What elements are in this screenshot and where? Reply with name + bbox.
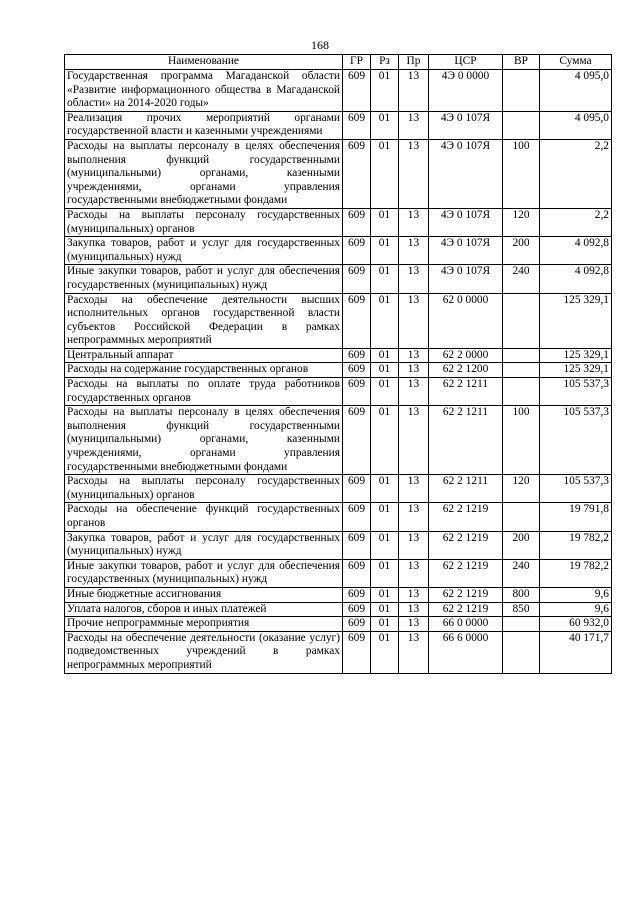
cell-sum: 105 537,3 [540, 406, 612, 475]
cell-vr: 800 [503, 587, 540, 602]
cell-name: Уплата налогов, сборов и иных платежей [65, 602, 343, 617]
cell-name: Реализация прочих мероприятий органами государственной власти и казенными учреждениями [65, 111, 343, 139]
cell-gr: 609 [343, 208, 371, 236]
table-row [65, 602, 612, 617]
cell-pr: 13 [399, 631, 429, 673]
cell-pr: 13 [399, 293, 429, 348]
cell-pr: 13 [399, 602, 429, 617]
cell-name: Расходы на обеспечение деятельности (оказание услуг) подведомственных учреждений в рамках непрограммных мероприятий [65, 631, 343, 673]
table-row [65, 617, 612, 632]
cell-rz: 01 [371, 602, 399, 617]
cell-sum: 125 329,1 [540, 363, 612, 378]
cell-gr: 609 [343, 378, 371, 406]
header-pr: Пр [399, 55, 429, 70]
cell-sum: 4 092,8 [540, 265, 612, 293]
cell-pr: 13 [399, 363, 429, 378]
cell-csr: 62 2 1211 [429, 378, 503, 406]
cell-name: Государственная программа Магаданской области «Развитие информационного общества в Магаданской области» на 2014-2020 годы» [65, 70, 343, 112]
header-rz: Рз [371, 55, 399, 70]
cell-vr: 120 [503, 475, 540, 503]
cell-pr: 13 [399, 406, 429, 475]
cell-rz: 01 [371, 406, 399, 475]
cell-rz: 01 [371, 111, 399, 139]
cell-gr: 609 [343, 631, 371, 673]
cell-gr: 609 [343, 265, 371, 293]
cell-name: Иные бюджетные ассигнования [65, 587, 343, 602]
cell-gr: 609 [343, 363, 371, 378]
cell-csr: 62 2 1211 [429, 475, 503, 503]
cell-csr: 4Э 0 107Я [429, 208, 503, 236]
cell-pr: 13 [399, 531, 429, 559]
cell-name: Прочие непрограммные мероприятия [65, 617, 343, 632]
budget-table [64, 54, 612, 674]
table-body [65, 70, 612, 674]
cell-rz: 01 [371, 237, 399, 265]
cell-name: Иные закупки товаров, работ и услуг для обеспечения государственных (муниципальных) нужд [65, 559, 343, 587]
cell-rz: 01 [371, 631, 399, 673]
header-sum: Сумма [540, 55, 612, 70]
cell-vr [503, 348, 540, 363]
page-number: 168 [311, 38, 329, 52]
cell-gr: 609 [343, 587, 371, 602]
cell-name: Расходы на содержание государственных органов [65, 363, 343, 378]
cell-rz: 01 [371, 475, 399, 503]
cell-vr: 240 [503, 265, 540, 293]
cell-csr: 4Э 0 107Я [429, 111, 503, 139]
header-vr: ВР [503, 55, 540, 70]
cell-csr: 4Э 0 107Я [429, 265, 503, 293]
cell-csr: 66 6 0000 [429, 631, 503, 673]
cell-name: Расходы на обеспечение деятельности высших исполнительных органов государственной власти субъектов Российской Федерации в рамках непрограммных мероприятий [65, 293, 343, 348]
cell-vr [503, 363, 540, 378]
cell-vr [503, 293, 540, 348]
cell-pr: 13 [399, 237, 429, 265]
cell-gr: 609 [343, 559, 371, 587]
cell-name: Расходы на выплаты персоналу в целях обеспечения выполнения функций государственными (муниципальными) органами, казенными учреждениями, органами управления государственными внебюджетными фондами [65, 406, 343, 475]
cell-gr: 609 [343, 111, 371, 139]
cell-name: Закупка товаров, работ и услуг для государственных (муниципальных) нужд [65, 531, 343, 559]
table-row [65, 348, 612, 363]
cell-vr: 100 [503, 139, 540, 208]
cell-vr: 240 [503, 559, 540, 587]
cell-sum: 19 782,2 [540, 559, 612, 587]
cell-name: Расходы на выплаты персоналу государственных (муниципальных) органов [65, 208, 343, 236]
cell-sum: 19 791,8 [540, 503, 612, 531]
cell-rz: 01 [371, 503, 399, 531]
cell-gr: 609 [343, 70, 371, 112]
table-row [65, 208, 612, 236]
table-row [65, 475, 612, 503]
cell-sum: 60 932,0 [540, 617, 612, 632]
cell-rz: 01 [371, 293, 399, 348]
cell-name: Расходы на выплаты по оплате труда работников государственных органов [65, 378, 343, 406]
cell-vr [503, 70, 540, 112]
cell-csr: 62 2 1219 [429, 587, 503, 602]
cell-rz: 01 [371, 363, 399, 378]
cell-rz: 01 [371, 70, 399, 112]
cell-vr: 200 [503, 237, 540, 265]
table-row [65, 363, 612, 378]
cell-vr [503, 111, 540, 139]
cell-gr: 609 [343, 602, 371, 617]
cell-name: Центральный аппарат [65, 348, 343, 363]
cell-rz: 01 [371, 531, 399, 559]
cell-rz: 01 [371, 139, 399, 208]
cell-pr: 13 [399, 208, 429, 236]
cell-vr: 100 [503, 406, 540, 475]
cell-gr: 609 [343, 237, 371, 265]
cell-sum: 105 537,3 [540, 378, 612, 406]
cell-vr: 850 [503, 602, 540, 617]
cell-pr: 13 [399, 617, 429, 632]
cell-name: Закупка товаров, работ и услуг для государственных (муниципальных) нужд [65, 237, 343, 265]
table-row [65, 111, 612, 139]
table-row [65, 139, 612, 208]
cell-rz: 01 [371, 265, 399, 293]
table-row [65, 70, 612, 112]
cell-pr: 13 [399, 378, 429, 406]
cell-csr: 4Э 0 107Я [429, 237, 503, 265]
table-row [65, 265, 612, 293]
cell-sum: 19 782,2 [540, 531, 612, 559]
cell-rz: 01 [371, 348, 399, 363]
cell-csr: 62 2 1219 [429, 602, 503, 617]
cell-csr: 62 2 1219 [429, 559, 503, 587]
cell-sum: 4 095,0 [540, 70, 612, 112]
cell-csr: 62 2 1219 [429, 503, 503, 531]
cell-gr: 609 [343, 531, 371, 559]
cell-gr: 609 [343, 406, 371, 475]
cell-pr: 13 [399, 475, 429, 503]
table-row [65, 406, 612, 475]
cell-name: Расходы на обеспечение функций государственных органов [65, 503, 343, 531]
cell-sum: 105 537,3 [540, 475, 612, 503]
header-gr: ГР [343, 55, 371, 70]
table-row [65, 531, 612, 559]
cell-name: Иные закупки товаров, работ и услуг для обеспечения государственных (муниципальных) нужд [65, 265, 343, 293]
table-row [65, 503, 612, 531]
cell-csr: 4Э 0 0000 [429, 70, 503, 112]
cell-rz: 01 [371, 208, 399, 236]
cell-csr: 62 0 0000 [429, 293, 503, 348]
cell-gr: 609 [343, 475, 371, 503]
cell-sum: 2,2 [540, 139, 612, 208]
table-row [65, 559, 612, 587]
cell-csr: 4Э 0 107Я [429, 139, 503, 208]
cell-rz: 01 [371, 587, 399, 602]
cell-pr: 13 [399, 587, 429, 602]
table-row [65, 237, 612, 265]
cell-vr [503, 503, 540, 531]
cell-rz: 01 [371, 617, 399, 632]
cell-sum: 9,6 [540, 602, 612, 617]
cell-vr [503, 631, 540, 673]
cell-vr: 200 [503, 531, 540, 559]
cell-pr: 13 [399, 70, 429, 112]
cell-pr: 13 [399, 139, 429, 208]
cell-vr [503, 617, 540, 632]
table-row [65, 631, 612, 673]
cell-gr: 609 [343, 139, 371, 208]
cell-sum: 125 329,1 [540, 348, 612, 363]
header-name: Наименование [65, 55, 343, 70]
cell-sum: 4 095,0 [540, 111, 612, 139]
cell-pr: 13 [399, 265, 429, 293]
cell-csr: 62 2 1219 [429, 531, 503, 559]
cell-csr: 62 2 1211 [429, 406, 503, 475]
cell-name: Расходы на выплаты персоналу в целях обеспечения выполнения функций государственными (муниципальными) органами, казенными учреждениями, органами управления государственными внебюджетными фондами [65, 139, 343, 208]
cell-pr: 13 [399, 348, 429, 363]
table-header-row [65, 55, 612, 70]
cell-csr: 66 0 0000 [429, 617, 503, 632]
cell-sum: 2,2 [540, 208, 612, 236]
cell-pr: 13 [399, 111, 429, 139]
table-row [65, 293, 612, 348]
cell-pr: 13 [399, 503, 429, 531]
cell-sum: 40 171,7 [540, 631, 612, 673]
cell-gr: 609 [343, 503, 371, 531]
header-csr: ЦСР [429, 55, 503, 70]
cell-rz: 01 [371, 378, 399, 406]
cell-gr: 609 [343, 348, 371, 363]
cell-csr: 62 2 1200 [429, 363, 503, 378]
cell-vr: 120 [503, 208, 540, 236]
table-row [65, 378, 612, 406]
cell-pr: 13 [399, 559, 429, 587]
cell-sum: 9,6 [540, 587, 612, 602]
table-row [65, 587, 612, 602]
cell-csr: 62 2 0000 [429, 348, 503, 363]
cell-gr: 609 [343, 293, 371, 348]
cell-vr [503, 378, 540, 406]
cell-name: Расходы на выплаты персоналу государственных (муниципальных) органов [65, 475, 343, 503]
cell-gr: 609 [343, 617, 371, 632]
cell-sum: 4 092,8 [540, 237, 612, 265]
cell-sum: 125 329,1 [540, 293, 612, 348]
cell-rz: 01 [371, 559, 399, 587]
